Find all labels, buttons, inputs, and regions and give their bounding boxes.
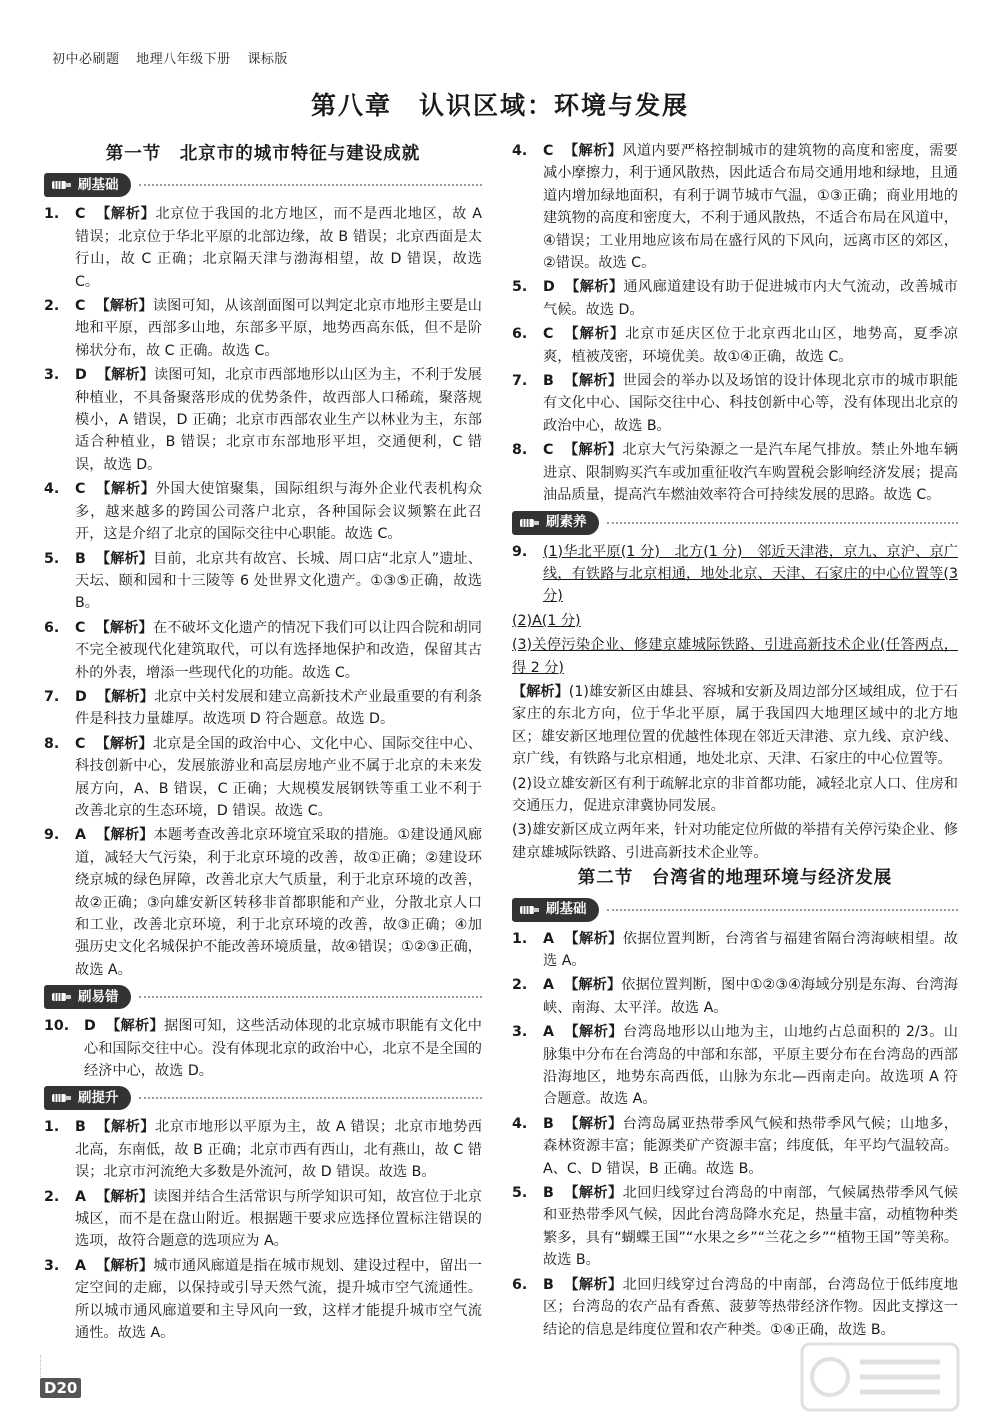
explanation-text: 据图可知，这些活动体现的北京城市职能有文化中心和国际交往中心。没有体现北京的政治中心，北京不是全国的经济中心，故选 D。 [84,1018,482,1080]
badge-row-jichu2 [512,896,958,924]
explanation-text: 依据位置判断，台湾省与福建省隔台湾海峡相望。故选 A。 [543,930,958,969]
answer-body [84,1015,482,1082]
answer-item [512,1113,958,1180]
dotted-divider [139,1097,483,1099]
answer-letter: C [543,442,554,459]
section-badge [44,173,131,197]
question-number: 9. [512,543,528,560]
answer-letter: A [543,977,554,994]
answer-item [44,733,482,823]
question-number: 6. [44,619,60,636]
answer-list-tisheng-cont [512,140,958,507]
explanation-tag: 【解析】 [563,326,626,343]
answer-item [512,439,958,506]
question-number: 4. [512,143,528,159]
question-number: 9. [44,827,60,844]
answer-body [75,478,482,545]
answer-letter: A [543,930,554,947]
answer-part-3: (3)关停污染企业、修建京雄城际铁路、引进高新技术企业(任答两点，得 2 分) [512,637,958,676]
page-number: D20 [40,1378,81,1398]
answer-item [44,295,482,362]
answer-letter: C [543,143,554,159]
page-corner-mark [0,1355,41,1395]
answer-letter: B [543,1115,554,1132]
answer-item [44,1186,482,1253]
answer-letter: B [543,1276,554,1293]
question-number: 6. [512,326,528,343]
question-number: 3. [44,1257,60,1274]
brush-icon [518,514,540,532]
explanation-2: (2)设立雄安新区有利于疏解北京的非首都功能，减轻北京人口、住房和交通压力，促进京津冀协同发展。 [512,775,958,814]
answer-list-jichu [44,203,482,981]
answer-item [44,203,482,293]
answer-letter: B [75,1119,86,1136]
answer-letter: D [75,367,87,384]
question-number: 3. [512,1024,528,1041]
explanation-tag: 【解析】 [563,977,622,994]
right-column [512,140,958,1343]
answer-item [44,824,482,981]
explanation-tag: 【解析】 [563,143,623,159]
question-number: 2. [44,298,60,315]
explanation-tag: 【解析】 [95,1188,154,1205]
explanation-text: 读图可知，从该剖面图可以判定北京市地形主要是山地和平原，西部多山地，东部多平原，地势西高东低，但不是阶梯状分布，故 C 正确。故选 C。 [75,298,482,359]
answer-item-suyang [512,541,958,608]
explanation-text: 北京是全国的政治中心、文化中心、国际交往中心、科技创新中心，发展旅游业和高层房地产业不属于北京的未来发展方向，A、B 错误，C 正确；大规模发展钢铁等重工业不利于改善北京的生态环境，D 错误。故选 C。 [75,735,482,819]
section-badge [44,985,131,1009]
answer-letter: B [75,550,86,567]
running-header [52,48,300,67]
answer-item [44,617,482,684]
answer-item [512,928,958,973]
dotted-divider [139,996,483,998]
question-number: 7. [512,373,528,390]
answer-item [44,686,482,731]
explanation-tag: 【解析】 [95,619,153,636]
question-number: 8. [44,735,60,752]
answer-body [543,1274,958,1341]
header-edition: 课标版 [247,52,288,67]
answer-body [75,1255,482,1345]
answer-list-jichu2 [512,928,958,1341]
explanation-text: 世园会的举办以及场馆的设计体现北京市的城市职能有文化中心、国际交往中心、科技创新中心等，没有体现出北京的政治中心，故选 B。 [543,373,958,434]
answer-item [512,370,958,437]
question-number: 2. [512,977,528,994]
explanation-tag: 【解析】 [95,1257,154,1274]
explanation-tag: 【解析】 [563,1276,623,1293]
explanation-text: 北回归线穿过台湾岛的中南部，台湾岛位于低纬度地区；台湾岛的农产品有香蕉、菠萝等热带经济作物。因此支撑这一结论的信息是纬度位置和农产种类。①④正确，故选 B。 [543,1276,958,1338]
section-2-title: 第二节 台湾省的地理环境与经济发展 [577,868,893,889]
explanation-text: 在不破坏文化遗产的情况下我们可以让四合院和胡同不完全被现代化建筑取代，可以有选择地保护和改造，保留其古朴的外表，增添一些现代化的功能。故选 C。 [75,619,482,681]
explanation-tag: 【解析】 [96,688,154,705]
answer-body [543,1113,958,1180]
answer-item [44,364,482,476]
question-number: 6. [512,1276,528,1293]
badge-row-suyang [512,509,958,537]
explanation-text: 北京市地形以平原为主，故 A 错误；北京市地势西北高，东南低，故 B 正确；北京市西有西山，北有燕山，故 C 错误；北京市河流绝大多数是外流河，故 D 错误。故选 B。 [75,1119,482,1181]
explanation-text: 依据位置判断，图中①②③④海域分别是东海、台湾海峡、南海、太平洋。故选 A。 [543,977,958,1016]
header-subject: 地理八年级下册 [136,52,231,67]
answer-list-tisheng [44,1116,482,1344]
answer-item [512,323,958,368]
badge-label: 刷提升 [78,1090,119,1107]
answer-body [543,276,958,321]
explanation-text: (1)雄安新区由雄县、容城和安新及周边部分区域组成，位于石家庄的东北方向，位于华北平原，属于我国四大地理区域中的北方地区；雄安新区地理位置的优越性体现在邻近天津港、京九线、京沪线、京广线，有铁路与北京相通，地处北京、天津、石家庄的中心位置等。 [512,683,958,768]
explanation-tag: 【解析】 [564,279,624,296]
question-number: 5. [512,279,528,296]
explanation-tag: 【解析】 [95,735,153,752]
explanation-text: 读图并结合生活常识与所学知识可知，故宫位于北京城区，而不是在盘山附近。根据题干要求应选择位置标注错误的选项，故符合题意的选项应为 A。 [75,1188,482,1250]
explanation-text: 台湾岛地形以山地为主，山地约占总面积的 2/3。山脉集中分布在台湾岛的中部和东部，平原主要分布在台湾岛的西部沿海地区，地势东高西低，山脉为东北—西南走向。故选项 A 符合题意。故选 A。 [543,1024,958,1108]
answer-item [44,478,482,545]
answer-item [512,1021,958,1111]
explanation-text: 通风廊道建设有助于促进城市内大气流动，改善城市气候。故选 D。 [543,279,958,318]
answer-body [75,686,482,731]
brush-icon [518,901,540,919]
answer-body [543,1182,958,1272]
answer-item [512,974,958,1019]
explanation-tag: 【解析】 [105,1018,164,1035]
explanation-tag: 【解析】 [512,683,569,700]
answer-body [75,1116,482,1183]
question-number: 2. [44,1188,60,1205]
answer-body [75,364,482,476]
explanation-tag: 【解析】 [95,298,153,315]
answer-body [543,370,958,437]
answer-body [543,439,958,506]
explanation-text: 本题考查改善北京环境宜采取的措施。①建设通风廊道，减轻大气污染，利于北京环境的改善，故①正确；②建设环绕京城的绿色屏障，改善北京大气质量，利于北京环境的改善，故②正确；③向雄安新区转移非首都职能和产业，分散北京人口和工业，改善北京环境，利于北京环境的改善，故③正确；④加强历史文化名城保护不能改善环境质量，故④错误；①②③正确，故选 A。 [75,827,482,978]
explanation-text: 外国大使馆聚集，国际组织与海外企业代表机构众多，越来越多的跨国公司落户北京，各种国际会议频繁在此召开，这是介绍了北京的国际交往中心职能。故选 C。 [75,481,482,543]
answer-letter: B [543,373,554,390]
badge-row-yicuo [44,983,482,1011]
answer-letter: B [543,1185,554,1202]
explanation-tag: 【解析】 [95,206,156,223]
answer-part-3-row [512,634,958,679]
brush-icon [50,176,72,194]
answer-letter: C [75,481,86,498]
answer-letter: D [84,1018,96,1035]
explanation-tag: 【解析】 [95,827,154,844]
answer-item [512,1182,958,1272]
explanation-text: 北京市延庆区位于北京西北山区，地势高，夏季凉爽，植被茂密，环境优美。故①④正确，故选 C。 [543,326,958,365]
question-number: 1. [44,206,60,223]
question-number: 10. [44,1018,70,1035]
answer-letter: A [75,1257,86,1274]
left-column [44,140,482,1347]
answer-body [543,1021,958,1111]
badge-label: 刷易错 [78,989,119,1006]
explanation-tag: 【解析】 [563,1185,623,1202]
dotted-divider [607,909,959,911]
answer-letter: C [543,326,554,343]
question-number: 1. [512,930,528,947]
question-number: 1. [44,1119,60,1136]
answer-item [44,1116,482,1183]
answer-letter: A [75,827,86,844]
section-1-title: 第一节 北京市的城市特征与建设成就 [105,144,421,164]
answer-letter: D [543,279,555,296]
dotted-divider [607,522,959,524]
answer-letter: C [75,619,86,636]
answer-list-yicuo [44,1015,482,1082]
question-number: 5. [44,550,60,567]
answer-body [543,140,958,274]
explanation-tag: 【解析】 [95,550,154,567]
question-number: 4. [44,481,60,498]
answer-body [75,295,482,362]
question-number: 8. [512,442,528,459]
explanation-text: 风道内要严格控制城市的建筑物的高度和密度，需要减小摩擦力，利于通风散热，因此适合布局交通用地和绿地，且通道内增加绿地面积，有利于调节城市气温，①③正确；商业用地的建筑物的高度和密度大，不利于通风散热，不适合布局在风道中，④错误；工业用地应该布局在盛行风的下风向，远离市区的郊区，②错误。故选 C。 [543,143,958,272]
explanation-tag: 【解析】 [563,442,623,459]
answer-body [543,541,958,608]
badge-label: 刷基础 [546,901,587,918]
question-number: 7. [44,688,60,705]
answer-item [512,276,958,321]
answer-body [75,617,482,684]
explanation-tag: 【解析】 [563,373,623,390]
badge-label: 刷素养 [546,514,587,531]
answer-letter: A [75,1188,86,1205]
explanation-3: (3)雄安新区成立两年来，针对功能定位所做的举措有关停污染企业、修建京雄城际铁路、引进高新技术企业等。 [512,822,958,861]
explanation-text: 台湾岛属亚热带季风气候和热带季风气候；山地多，森林资源丰富；能源类矿产资源丰富；纬度低，年平均气温较高。A、C、D 错误，B 正确。故选 B。 [543,1115,958,1177]
answer-part-2-row [512,610,958,632]
answer-item [512,1274,958,1341]
explanation-tag: 【解析】 [563,1115,623,1132]
badge-label: 刷基础 [78,177,119,194]
section-badge [512,898,599,922]
section-badge [512,511,599,535]
explanation-1 [512,681,958,771]
answer-letter: C [75,298,86,315]
answer-part-2: (2)A(1 分) [512,612,581,629]
badge-row-jichu [44,171,482,199]
answer-item [512,140,958,274]
explanation-text: 北京大气污染源之一是汽车尾气排放。禁止外地车辆进京、限制购买汽车或加重征收汽车购置税会影响经济发展；提高油品质量，提高汽车燃油效率符合可持续发展的思路。故选 C。 [543,442,958,504]
question-number: 3. [44,367,60,384]
brush-icon [50,1089,72,1107]
answer-body [543,974,958,1019]
explanation-text: 读图可知，北京市西部地形以山区为主，不利于发展种植业，不具备聚落形成的优势条件，故西部人口稀疏，聚落规模小，A 错误，D 正确；北京市西部农业生产以林业为主，东部适合种植业，B 错误；北京市东部地形平坦，交通便利，C 错误，故选 D。 [75,367,482,473]
dotted-divider [139,184,483,186]
answer-item [44,1255,482,1345]
answer-body [75,203,482,293]
header-series: 初中必刷题 [52,52,120,67]
answer-body [75,824,482,981]
badge-row-tisheng [44,1084,482,1112]
answer-part-1: (1)华北平原(1 分) 北方(1 分) 邻近天津港，京九、京沪、京广线，有铁路与北京相通，地处北京、天津、石家庄的中心位置等(3 分) [543,543,958,605]
explanation-text: 目前，北京共有故宫、长城、周口店“北京人”遗址、天坛、颐和园和十三陵等 6 处世界文化遗产。①③⑤正确，故选 B。 [75,550,482,612]
explanation-tag: 【解析】 [95,1119,155,1136]
answer-letter: C [75,206,86,223]
explanation-text: 城市通风廊道是指在城市规划、建设过程中，留出一定空间的走廊，以保持或引导天然气流，提升城市空气流通性。所以城市通风廊道要和主导风向一致，这样才能提升城市空气流通性。故选 A。 [75,1257,482,1342]
brush-icon [50,988,72,1006]
explanation-text: 北京位于我国的北方地区，而不是西北地区，故 A 错误；北京位于华北平原的北部边缘，故 B 错误；北京西面是太行山，故 C 正确；北京隔天津与渤海相望，故 D 错误，故选 C。 [75,206,482,290]
answer-body [543,928,958,973]
question-number: 5. [512,1185,528,1202]
answer-item [44,548,482,615]
explanation-tag: 【解析】 [563,930,623,947]
explanation-tag: 【解析】 [563,1024,623,1041]
explanation-tag: 【解析】 [96,367,154,384]
explanation-text: 北回归线穿过台湾岛的中南部，气候属热带季风气候和亚热带季风气候，因此台湾岛降水充足，热量丰富，动植物种类繁多，具有“蝴蝶王国”“水果之乡”“兰花之乡”“植物王国”等美称。故选 B。 [543,1185,958,1269]
answer-letter: D [75,688,87,705]
explanation-tag: 【解析】 [95,481,156,498]
chapter-title: 第八章 认识区域：环境与发展 [310,91,689,120]
answer-letter: C [75,735,86,752]
watermark-logo [800,1342,960,1412]
answer-body [75,733,482,823]
explanation-text: 北京中关村发展和建立高新技术产业最重要的有利条件是科技力量雄厚。故选项 D 符合题意。故选 D。 [75,688,482,728]
answer-item [44,1015,482,1082]
question-number: 4. [512,1115,528,1132]
answer-body [75,548,482,615]
answer-body [75,1186,482,1253]
answer-body [543,323,958,368]
section-badge [44,1086,131,1110]
answer-letter: A [543,1024,554,1041]
